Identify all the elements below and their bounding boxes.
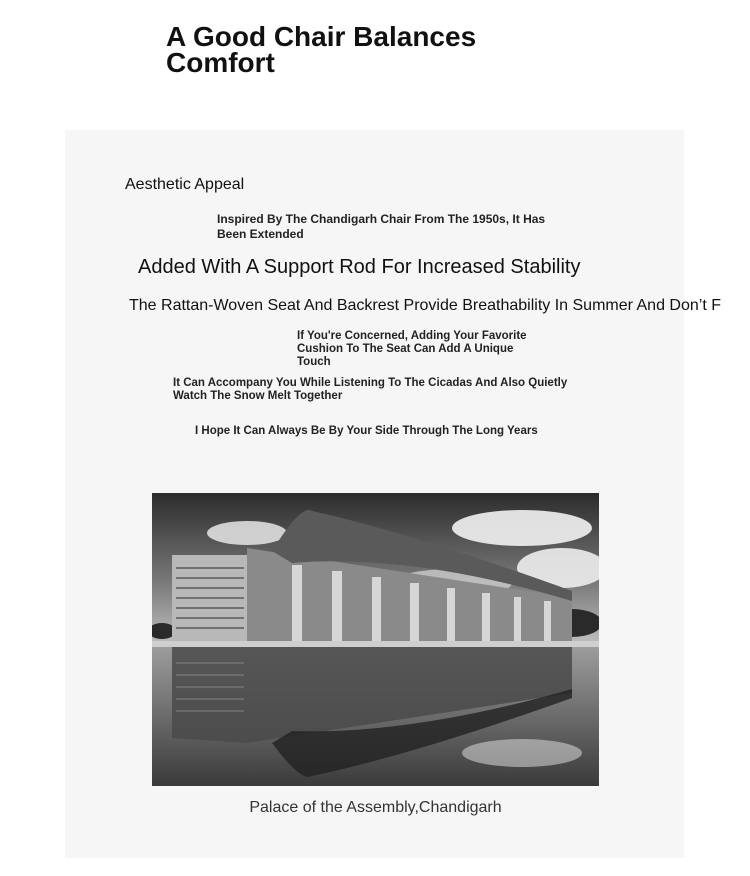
assembly-photo	[152, 493, 599, 786]
photo-caption: Palace of the Assembly,Chandigarh	[249, 799, 502, 816]
support-heading: Added With A Support Rod For Increased Stability	[138, 256, 581, 278]
hope-text: I Hope It Can Always Be By Your Side Through The Long Years	[195, 425, 538, 437]
cushion-text: If You're Concerned, Adding Your Favorite Cushion To The Seat Can Add A Unique Touch	[297, 330, 527, 368]
page-title: A Good Chair Balances Comfort	[166, 21, 477, 78]
inspired-text: Inspired By The Chandigarh Chair From The 1950s, It Has Been Extended	[217, 212, 546, 241]
rattan-text: The Rattan-Woven Seat And Backrest Provide Breathability In Summer And Don’t F	[129, 297, 721, 314]
cicadas-text: It Can Accompany You While Listening To The Cicadas And Also Quietly Watch The Snow Melt Together	[173, 377, 568, 402]
aesthetic-heading: Aesthetic Appeal	[125, 176, 245, 193]
